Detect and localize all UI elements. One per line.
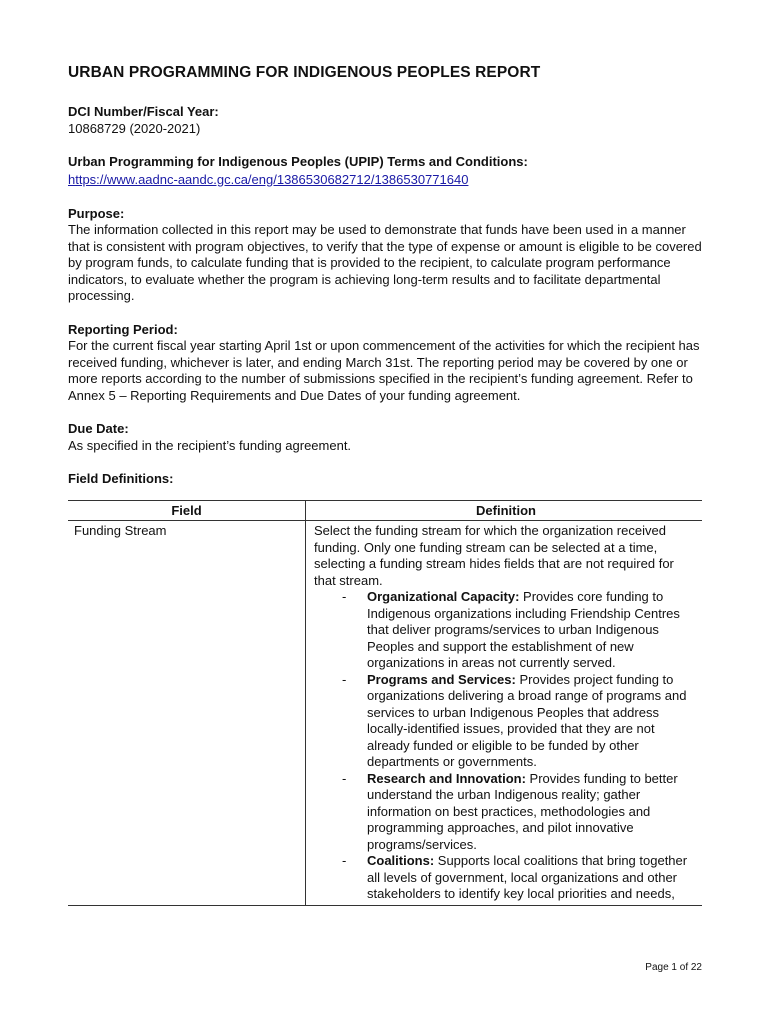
- reporting-period-section: [68, 322, 704, 405]
- field-definitions-table: [68, 500, 702, 906]
- table-row: [68, 521, 702, 906]
- definition-cell: [306, 521, 703, 906]
- purpose-section: [68, 206, 704, 305]
- list-item-term: Coalitions:: [367, 853, 435, 868]
- dash-bullet: -: [342, 770, 347, 786]
- funding-stream-list: [342, 589, 696, 903]
- reporting-period-label: Reporting Period:: [68, 321, 178, 337]
- definition-column-header: Definition: [306, 500, 703, 521]
- definition-intro: Select the funding stream for which the organization received funding. Only one funding stream can be selected at a time, selecting a funding stream hides fields that are not required for that stream.: [314, 523, 674, 588]
- table-header-row: [68, 500, 702, 521]
- dash-bullet: -: [342, 589, 347, 604]
- due-date-section: [68, 421, 704, 454]
- field-cell: Funding Stream: [68, 521, 306, 906]
- dci-label: DCI Number/Fiscal Year:: [68, 104, 219, 119]
- list-item: [342, 589, 696, 672]
- list-item: [342, 853, 696, 903]
- list-item-term: Research and Innovation:: [367, 770, 526, 786]
- list-item-text: Provides funding to better understand the urban Indigenous reality; gather information on best practices, methodologies and programming approaches, and pilot innovative programs/services.: [367, 770, 678, 852]
- list-item-term: Programs and Services:: [367, 671, 516, 687]
- list-item-text: Supports local coalitions that bring together all levels of government, local organizations and other stakeholders to identify key local priorities and needs,: [367, 853, 688, 901]
- field-definitions-label: Field Definitions:: [68, 471, 174, 486]
- dash-bullet: -: [342, 671, 347, 687]
- terms-label: Urban Programming for Indigenous Peoples (UPIP) Terms and Conditions:: [68, 154, 528, 169]
- due-date-label: Due Date:: [68, 421, 129, 436]
- field-definitions-section: [68, 471, 704, 906]
- terms-section: [68, 154, 704, 189]
- list-item-text: Provides project funding to organizations delivering a broad range of programs and services to urban Indigenous Peoples that address locally-identified issues, provided that they are not already funded or eligible to be funded by other departments or governments.: [367, 671, 687, 769]
- dci-value: 10868729 (2020-2021): [68, 120, 201, 136]
- terms-link[interactable]: https://www.aadnc-aandc.gc.ca/eng/1386530682712/1386530771640: [68, 171, 469, 187]
- page-number: Page 1 of 22: [645, 962, 702, 973]
- document-title: URBAN PROGRAMMING FOR INDIGENOUS PEOPLES REPORT: [68, 64, 541, 81]
- field-column-header: Field: [68, 500, 306, 521]
- due-date-text: As specified in the recipient’s funding agreement.: [68, 437, 352, 453]
- list-item-text: Provides core funding to Indigenous organizations including Friendship Centres that deliver programs/services to urban Indigenous Peoples and support the establishment of new organizations in areas not currently served.: [367, 589, 680, 670]
- list-item: [342, 672, 696, 771]
- dash-bullet: -: [342, 853, 347, 868]
- list-item: [342, 771, 696, 854]
- purpose-text: The information collected in this report may be used to demonstrate that funds have been used in a manner that is consistent with program objectives, to verify that the type of expense or amount is eligible to be covered by program funds, to calculate funding that is provided to the recipient, to calculate program performance indicators, to evaluate whether the program is achieving long-term results and to facilitate departmental processing.: [68, 222, 702, 303]
- list-item-term: Organizational Capacity:: [367, 589, 520, 604]
- document-page: [68, 64, 704, 906]
- dci-section: [68, 104, 704, 137]
- purpose-label: Purpose:: [68, 205, 125, 221]
- reporting-period-text: For the current fiscal year starting April 1st or upon commencement of the activities for which the recipient has received funding, whichever is later, and ending March 31st. The reporting period may be covered by one or more reports according to the number of submissions specified in the recipient’s funding agreement. Refer to Annex 5 – Reporting Requirements and Due Dates of your funding agreement.: [68, 338, 700, 403]
